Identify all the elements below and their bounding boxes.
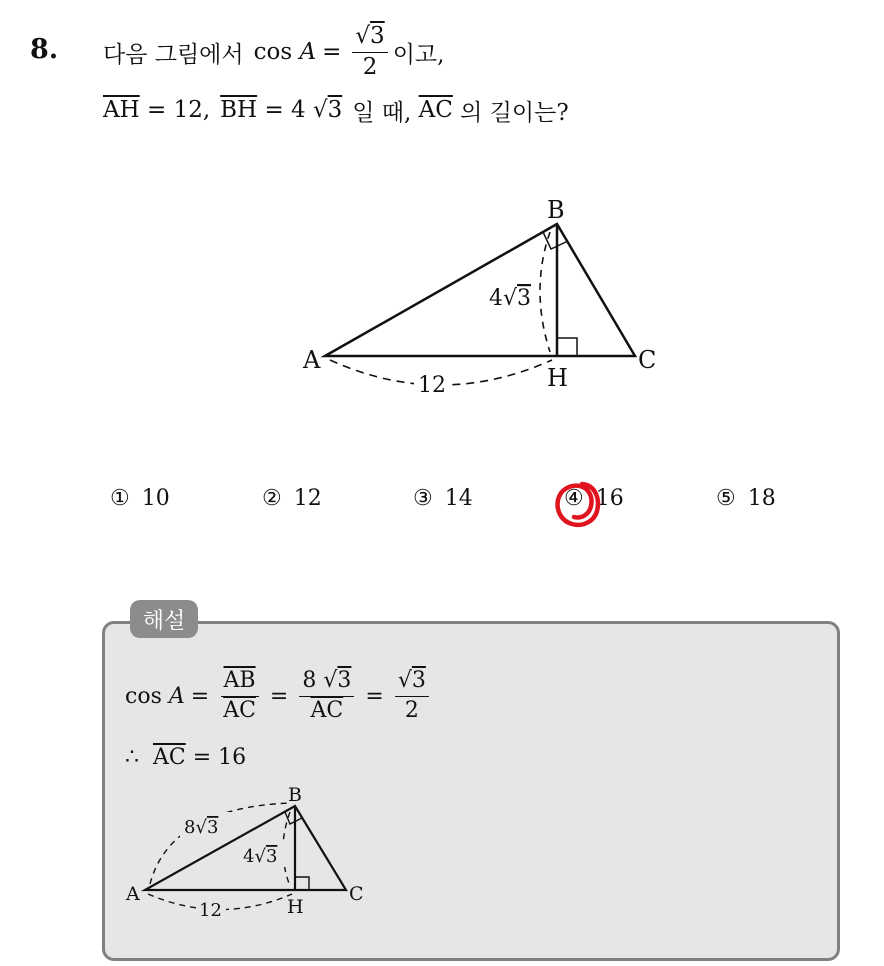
- cos-function: cos: [253, 39, 293, 65]
- sol-f2-num: 8: [302, 668, 317, 694]
- sol-ac-value: = 16: [192, 744, 247, 770]
- sol-f2-den: AC: [310, 697, 344, 723]
- segment-ac: $\overline{AC}$: [418, 97, 453, 123]
- choice-1-value: 10: [141, 486, 170, 511]
- sol-equals-1: =: [190, 683, 210, 709]
- sol-f1-num: $\overline{AB}$: [221, 669, 259, 696]
- choice-2-mark: ②: [262, 486, 282, 511]
- sol-f3-den: 2: [404, 697, 419, 723]
- sol-equals-2: =: [269, 683, 289, 709]
- segment-ah: $\overline{AH}$: [103, 97, 140, 123]
- bh-sqrt: √3: [312, 97, 343, 123]
- question-mid: 일 때,: [352, 99, 412, 126]
- sol-label-c: C: [349, 883, 364, 905]
- sol-angle-a: A: [168, 683, 185, 709]
- choice-3-value: 14: [444, 486, 473, 511]
- sol-fraction-sqrt3-2: $\frac{√3}{2}$: [395, 669, 429, 722]
- sol-label-h: H: [287, 896, 304, 918]
- label-h: H: [547, 364, 568, 392]
- sol-label-ab-length: 8√3: [184, 817, 219, 838]
- choice-3-mark: ③: [413, 486, 433, 511]
- label-c: C: [638, 346, 657, 374]
- ah-value: = 12,: [146, 97, 211, 123]
- fraction-sqrt3-over-2: $\frac{√3}{2}$: [352, 24, 387, 80]
- fraction-numerator-radicand: 3: [370, 23, 385, 50]
- equals-sign: =: [322, 39, 342, 65]
- sol-cos: cos: [125, 683, 162, 709]
- label-bh-length: 4√3: [489, 286, 532, 311]
- fraction-denominator: 2: [362, 53, 378, 80]
- choice-5-value: 18: [747, 486, 776, 511]
- sol-equals-3: =: [365, 683, 384, 709]
- sol-label-b: B: [288, 784, 302, 806]
- question-suffix-2: 의 길이는?: [460, 99, 569, 126]
- sol-fraction-8sqrt3-ac: $\frac{8 √3}{AC}$: [299, 669, 354, 722]
- solution-tab: 해설: [130, 600, 198, 638]
- sol-f3-rad: 3: [411, 668, 426, 694]
- sol-label-a: A: [126, 883, 140, 905]
- bh-value: = 4: [264, 97, 306, 123]
- sol-segment-ac: $\overline{AC}$: [153, 744, 186, 770]
- choice-2-value: 12: [293, 486, 322, 511]
- question-number: 8.: [30, 34, 59, 65]
- angle-a: A: [299, 39, 317, 65]
- sol-f1-den: AC: [223, 697, 256, 723]
- sol-label-bh-length: 4√3: [243, 846, 278, 867]
- label-a: A: [303, 346, 321, 374]
- label-ah-length: 12: [418, 373, 446, 398]
- therefore-symbol: ∴: [125, 744, 139, 770]
- sol-f2-rad: 3: [337, 668, 352, 694]
- choice-1-mark: ①: [110, 486, 130, 511]
- label-b: B: [547, 196, 565, 224]
- sol-right-angle-h: [295, 877, 309, 890]
- sol-label-ah-length: 12: [199, 900, 222, 921]
- choice-4-mark: ④: [564, 486, 584, 511]
- choice-5-mark: ⑤: [716, 486, 736, 511]
- question-prefix: 다음 그림에서: [103, 41, 244, 68]
- question-suffix-1: 이고,: [392, 41, 445, 68]
- segment-bh: $\overline{BH}$: [220, 97, 258, 123]
- choice-4-value: 16: [595, 486, 624, 511]
